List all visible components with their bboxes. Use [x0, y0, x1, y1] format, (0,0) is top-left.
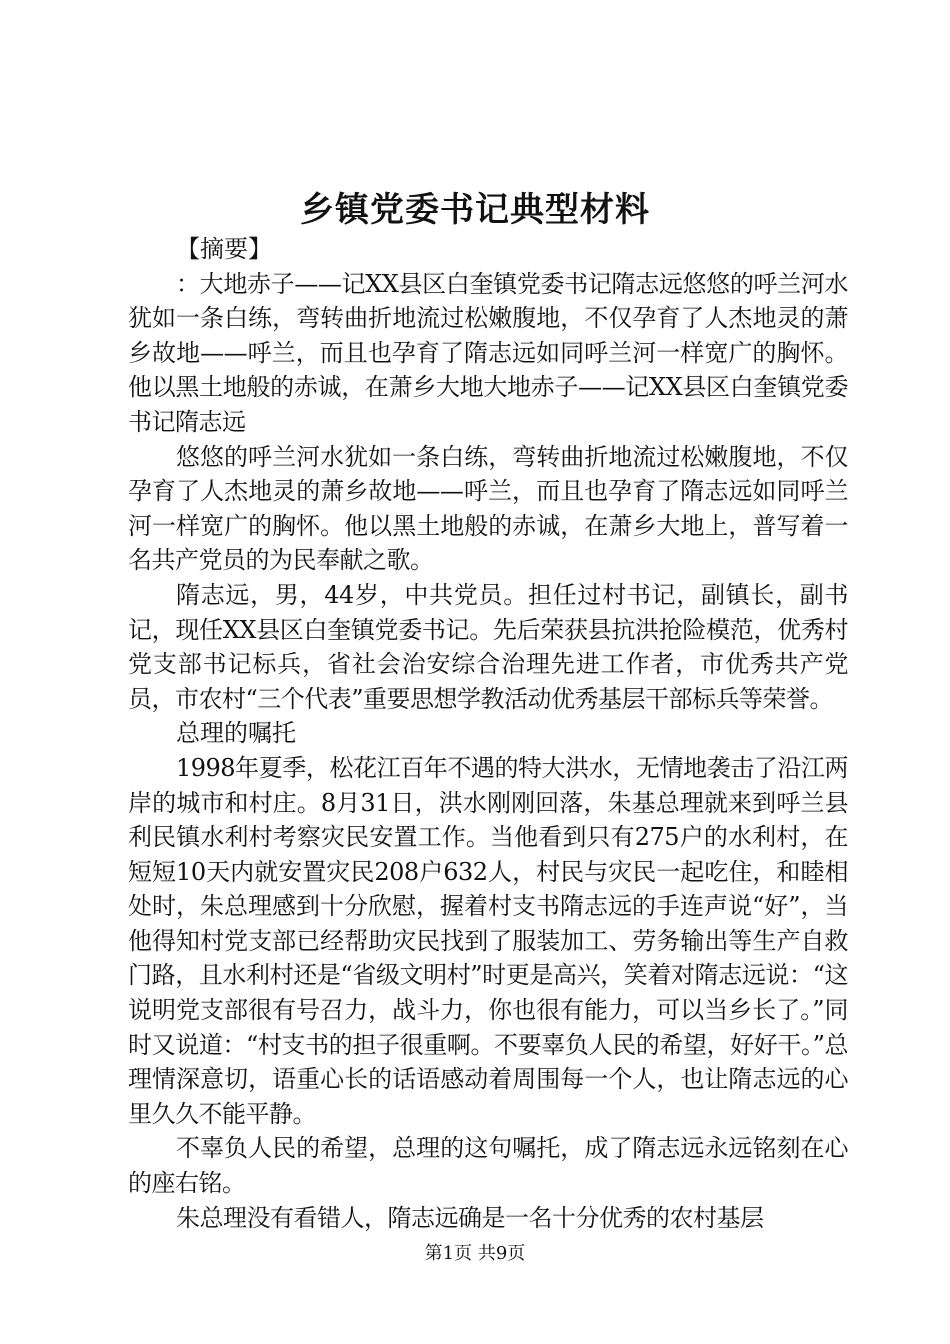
- body-paragraph: 隋志远，男，44岁，中共党员。担任过村书记，副镇长，副书记，现任XX县区白奎镇党委书记。先后荣获县抗洪抢险模范，优秀村党支部书记标兵，省社会治安综合治理先进工作者，市优秀共产党员，市农村“三个代表”重要思想学教活动优秀基层干部标兵等荣誉。: [128, 580, 848, 713]
- document-title: 乡镇党委书记典型材料: [300, 190, 650, 230]
- page-footer: 第1页 共9页: [424, 1243, 526, 1264]
- abstract-heading: 【摘要】: [176, 235, 272, 263]
- body-paragraph: 1998年夏季，松花江百年不遇的特大洪水，无情地袭击了沿江两岸的城市和村庄。8月31日，洪水刚刚回落，朱基总理就来到呼兰县利民镇水利村考察灾民安置工作。当他看到只有275户的水利村，在短短10天内就安置灾民208户632人，村民与灾民一起吃住，和睦相处时，朱总理感到十分欣慰，握着村支书隋志远的手连声说“好”，当他得知村党支部已经帮助灾民找到了服装加工、劳务输出等生产自救门路，且水利村还是“省级文明村”时更是高兴，笑着对隋志远说：“这说明党支部很有号召力，战斗力，你也很有能力，可以当乡长了。”同时又说道：“村支书的担子很重啊。不要辜负人民的希望，好好干。”总理情深意切，语重心长的话语感动着周围每一个人，也让隋志远的心里久久不能平静。: [128, 753, 848, 1128]
- body-paragraph: 朱总理没有看错人，隋志远确是一名十分优秀的农村基层: [176, 1203, 764, 1232]
- document-body: [128, 232, 848, 1235]
- body-paragraph: 不辜负人民的希望，总理的这句嘱托，成了隋志远永远铭刻在心的座右铭。: [128, 1134, 848, 1198]
- body-paragraph: 悠悠的呼兰河水犹如一条白练，弯转曲折地流过松嫩腹地，不仅孕育了人杰地灵的萧乡故地——呼兰，而且也孕育了隋志远如同呼兰河一样宽广的胸怀。他以黑土地般的赤诚，在萧乡大地上，普写着一名共产党员的为民奉献之歌。: [128, 442, 848, 575]
- section-heading: 总理的嘱托: [176, 719, 296, 748]
- abstract-paragraph: ：大地赤子——记XX县区白奎镇党委书记隋志远悠悠的呼兰河水犹如一条白练，弯转曲折地流过松嫩腹地，不仅孕育了人杰地灵的萧乡故地——呼兰，而且也孕育了隋志远如同呼兰河一样宽广的胸怀。他以黑土地般的赤诚，在萧乡大地大地赤子——记XX县区白奎镇党委书记隋志远: [128, 269, 848, 436]
